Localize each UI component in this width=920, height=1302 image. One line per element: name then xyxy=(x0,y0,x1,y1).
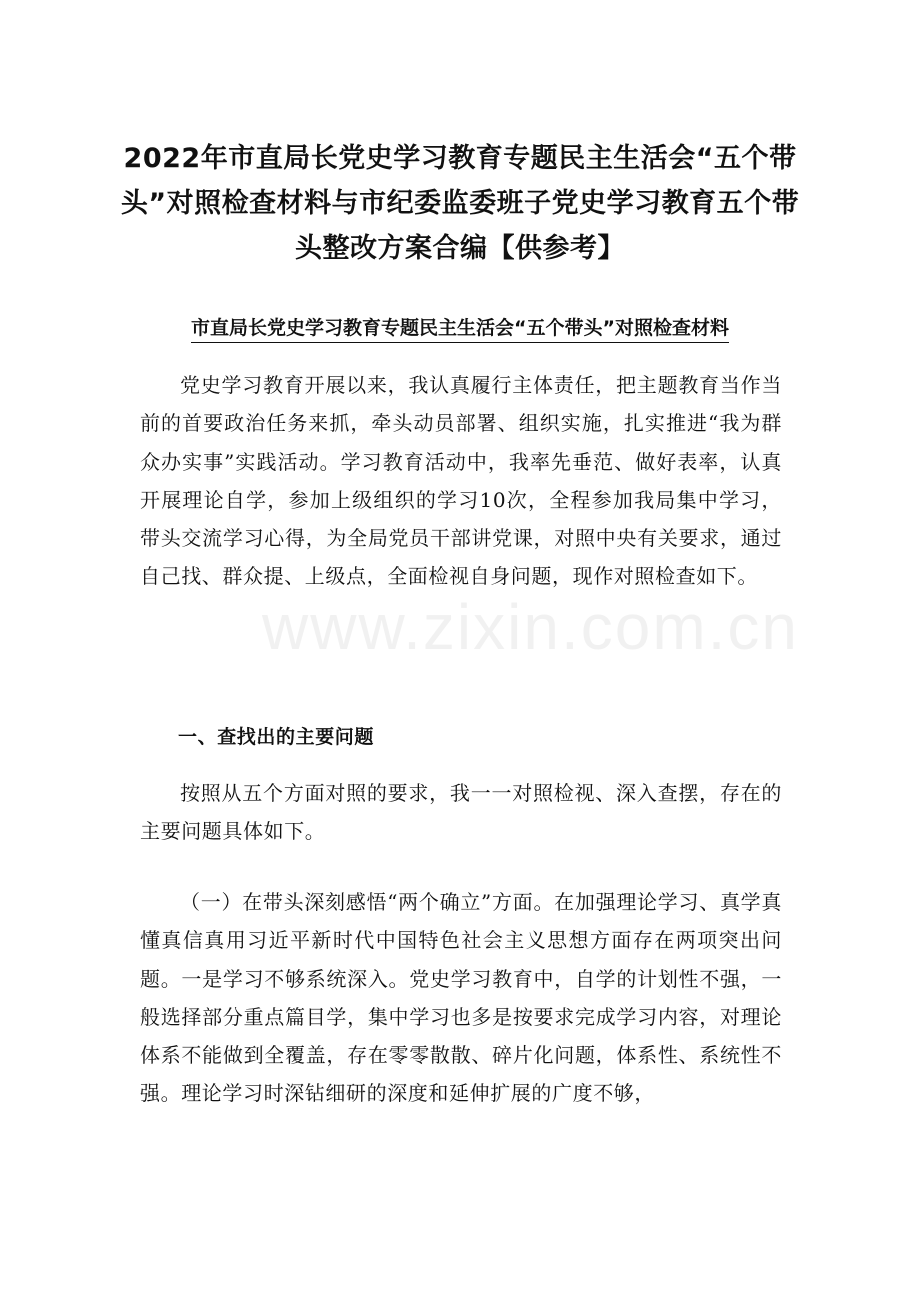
document-subtitle xyxy=(140,314,780,342)
section-heading: 一、查找出的主要问题 xyxy=(178,726,375,748)
intro-paragraph: 党史学习教育开展以来，我认真履行主体责任，把主题教育当作当前的首要政治任务来抓，牵头动员部署、组织实施，扎实推进“我为群众办实事”实践活动。学习教育活动中，我率先垂范、做好表率，认真开展理论自学，参加上级组织的学习10次，全程参加我局集中学习，带头交流学习心得，为全局党员干部讲党课，对照中央有关要求，通过自己找、群众提、上级点，全面检视自身问题，现作对照检查如下。 xyxy=(140,373,782,589)
document-subtitle-text: 市直局长党史学习教育专题民主生活会“五个带头”对照检查材料 xyxy=(191,317,729,343)
section-intro-paragraph: 按照从五个方面对照的要求，我一一对照检视、深入查摆，存在的主要问题具体如下。 xyxy=(140,781,782,844)
document-title: 2022年市直局长党史学习教育专题民主生活会“五个带头”对照检查材料与市纪委监委班子党史学习教育五个带头整改方案合编【供参考】 xyxy=(120,143,800,264)
subsection-paragraph: （一）在带头深刻感悟“两个确立”方面。在加强理论学习、真学真懂真信真用习近平新时代中国特色社会主义思想方面存在两项突出问题。一是学习不够系统深入。党史学习教育中，自学的计划性不强，一般选择部分重点篇目学，集中学习也多是按要求完成学习内容，对理论体系不能做到全覆盖，存在零零散散、碎片化问题，体系性、系统性不强。理论学习时深钻细研的深度和延伸扩展的广度不够， xyxy=(140,890,782,1106)
watermark: www.zixin.com.cn xyxy=(262,591,799,663)
